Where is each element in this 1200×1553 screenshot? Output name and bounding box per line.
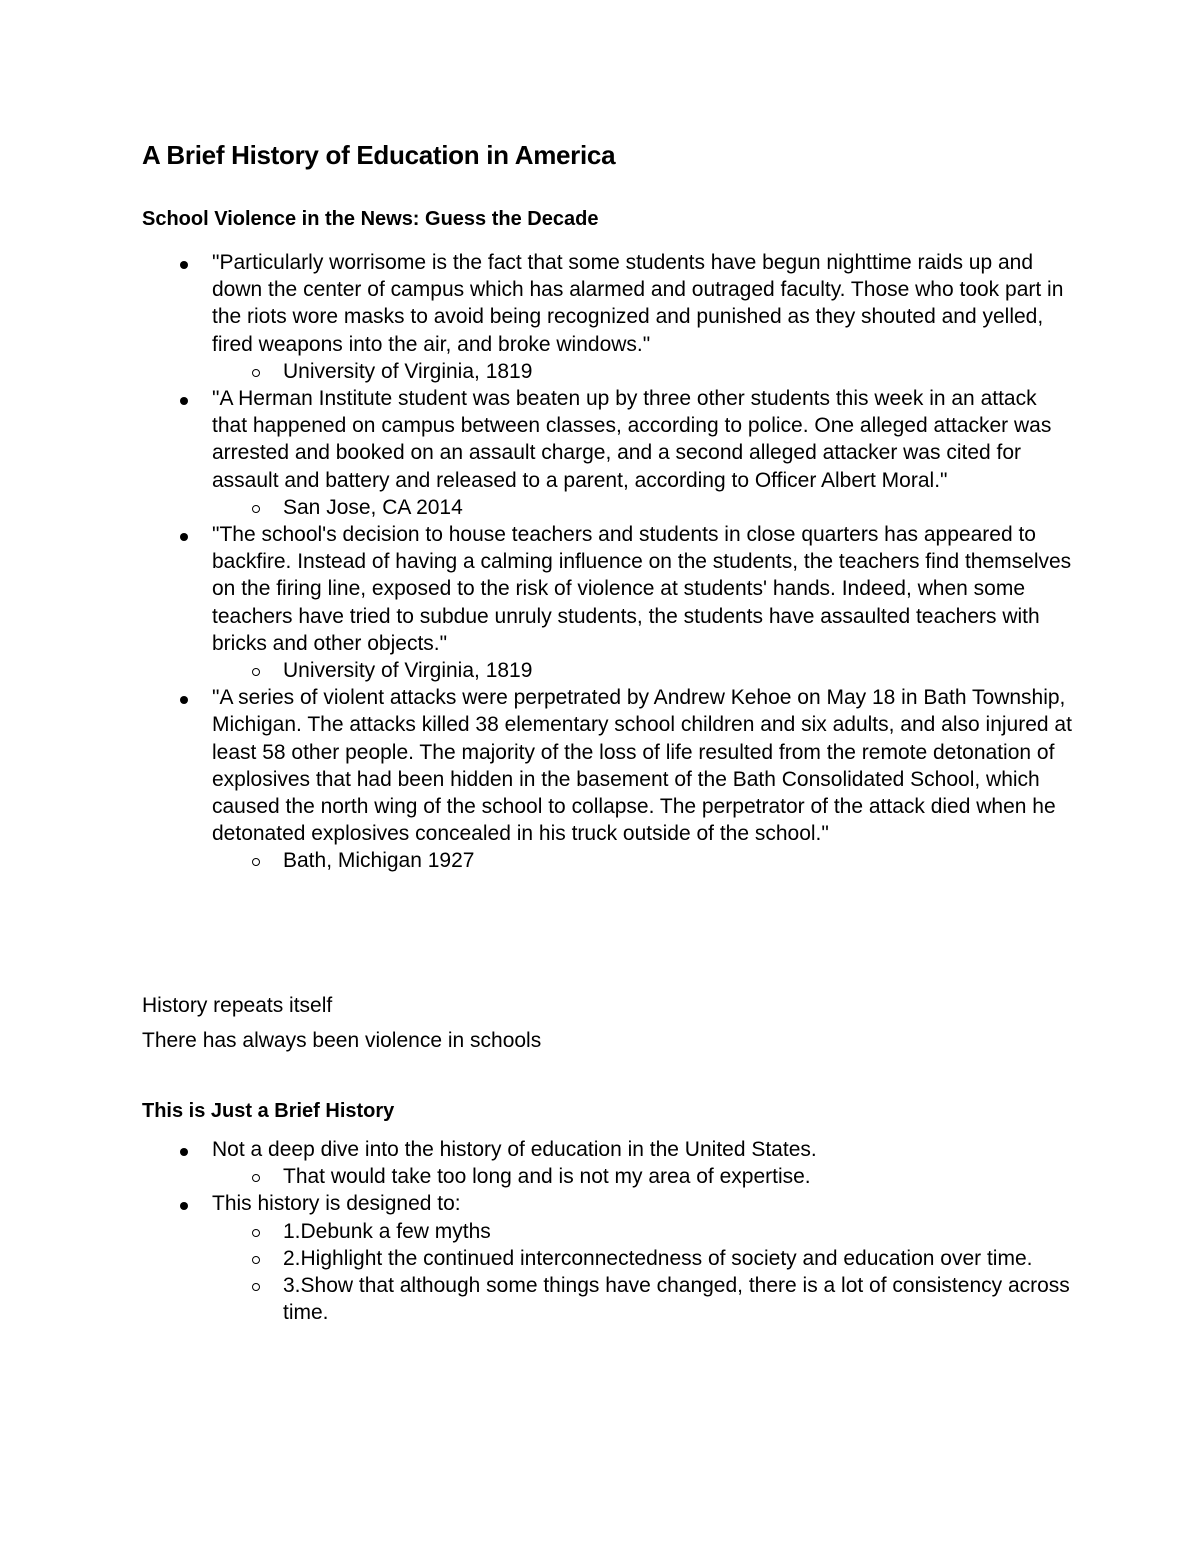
list-item bbox=[142, 249, 1072, 385]
list-item bbox=[212, 847, 1072, 874]
sub-list bbox=[212, 1218, 1072, 1327]
bullet-icon bbox=[180, 1202, 188, 1210]
list-item bbox=[142, 1136, 1072, 1190]
bullet-icon bbox=[180, 533, 188, 541]
remark-always-violence: There has always been violence in schools bbox=[142, 1029, 542, 1052]
answer-list bbox=[212, 657, 1072, 684]
list-item bbox=[142, 684, 1072, 874]
brief-history-list bbox=[142, 1136, 1072, 1326]
answer-text: Bath, Michigan 1927 bbox=[283, 849, 475, 873]
bullet-icon bbox=[180, 696, 188, 704]
quote-text: "The school's decision to house teachers and students in close quarters has appeared to backfire. Instead of having a calming influence on the students, the teachers find themselves on the firing line, exposed to the risk of violence at students' hands. Indeed, when some teachers have tried to subdue unruly students, the students have assaulted teachers with bricks and other objects." bbox=[212, 523, 1072, 655]
section-heading-guess-the-decade: School Violence in the News: Guess the Decade bbox=[142, 208, 599, 230]
answer-list bbox=[212, 358, 1072, 385]
answer-text: University of Virginia, 1819 bbox=[283, 659, 533, 683]
answer-list bbox=[212, 494, 1072, 521]
list-item bbox=[212, 1163, 1072, 1190]
hollow-bullet-icon bbox=[252, 858, 260, 866]
list-item bbox=[212, 1218, 1072, 1245]
hollow-bullet-icon bbox=[252, 1256, 260, 1264]
list-item-text: Not a deep dive into the history of education in the United States. bbox=[212, 1138, 817, 1161]
section-heading-brief-history: This is Just a Brief History bbox=[142, 1100, 395, 1122]
list-item bbox=[212, 358, 1072, 385]
bullet-icon bbox=[180, 397, 188, 405]
hollow-bullet-icon bbox=[252, 1283, 260, 1291]
answer-text: University of Virginia, 1819 bbox=[283, 359, 533, 383]
list-item bbox=[212, 494, 1072, 521]
hollow-bullet-icon bbox=[252, 505, 260, 513]
quote-text: "Particularly worrisome is the fact that some students have begun nighttime raids up and down the center of campus which has alarmed and outraged faculty. Those who took part in the riots wore masks to avoid being recognized and punished as they shouted and yelled, fired weapons into the air, and broke windows." bbox=[212, 251, 1064, 356]
list-item bbox=[142, 1190, 1072, 1326]
hollow-bullet-icon bbox=[252, 1229, 260, 1237]
list-item bbox=[212, 1245, 1072, 1272]
answer-text: San Jose, CA 2014 bbox=[283, 495, 463, 519]
remark-history-repeats: History repeats itself bbox=[142, 994, 333, 1017]
list-item-text: 1.Debunk a few myths bbox=[283, 1219, 491, 1243]
hollow-bullet-icon bbox=[252, 1174, 260, 1182]
quote-list bbox=[142, 249, 1072, 875]
document-title: A Brief History of Education in America bbox=[142, 140, 616, 170]
sub-list bbox=[212, 1163, 1072, 1190]
bullet-icon bbox=[180, 1148, 188, 1156]
list-item-text: 3.Show that although some things have changed, there is a lot of consistency across time. bbox=[283, 1274, 1070, 1325]
list-item-text: 2.Highlight the continued interconnectedness of society and education over time. bbox=[283, 1246, 1033, 1270]
list-item bbox=[142, 385, 1072, 521]
list-item bbox=[142, 521, 1072, 684]
list-item bbox=[212, 657, 1072, 684]
quote-text: "A series of violent attacks were perpetrated by Andrew Kehoe on May 18 in Bath Township, Michigan. The attacks killed 38 elementary school children and six adults, and also injured at least 58 other people. The majority of the loss of life resulted from the remote detonation of explosives that had been hidden in the basement of the Bath Consolidated School, which caused the north wing of the school to collapse. The perpetrator of the attack died when he detonated explosives concealed in his truck outside of the school." bbox=[212, 686, 1072, 846]
bullet-icon bbox=[180, 261, 188, 269]
list-item bbox=[212, 1272, 1072, 1326]
hollow-bullet-icon bbox=[252, 668, 260, 676]
list-item-text: This history is designed to: bbox=[212, 1192, 461, 1216]
answer-list bbox=[212, 847, 1072, 874]
hollow-bullet-icon bbox=[252, 369, 260, 377]
list-item-text: That would take too long and is not my area of expertise. bbox=[283, 1165, 811, 1189]
quote-text: "A Herman Institute student was beaten up by three other students this week in an attack that happened on campus between classes, according to police. One alleged attacker was arrested and booked on an assault charge, and a second alleged attacker was cited for assault and battery and released to a parent, according to Officer Albert Moral." bbox=[212, 387, 1052, 492]
